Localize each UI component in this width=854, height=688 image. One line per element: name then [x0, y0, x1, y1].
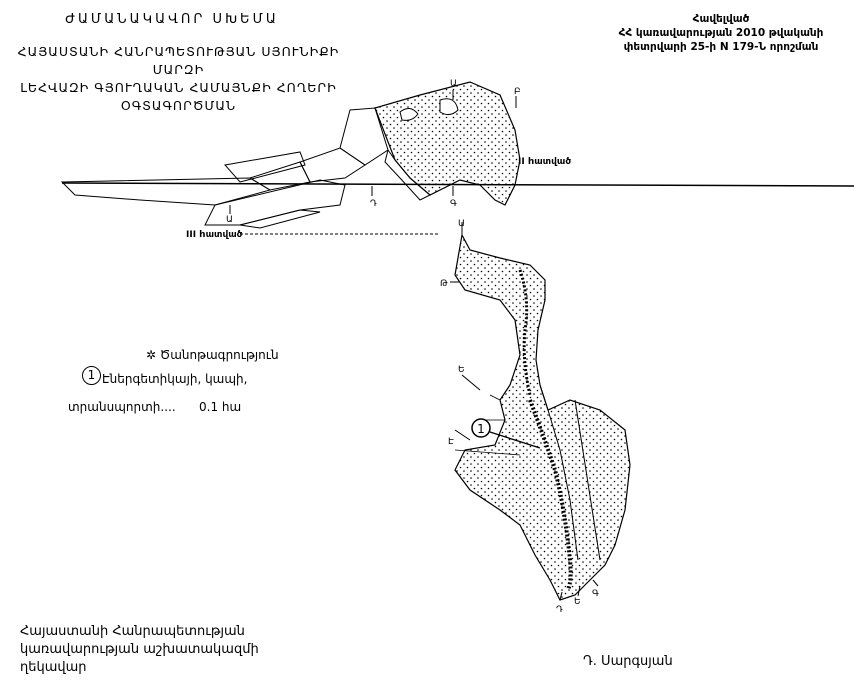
object-marker-number: 1 [477, 422, 485, 436]
legend-item-text: տրանսպորտի.... [68, 400, 176, 414]
approval-line: փետրվարի 25-ի N 179-Ն որոշման [623, 41, 819, 53]
point-label: Ե [458, 365, 465, 375]
point-label: Ե [574, 597, 581, 607]
map-title: ԺԱՄԱՆԱԿԱՎՈՐ ՍԽԵՄԱ [65, 12, 279, 27]
point-label: Գ [450, 199, 457, 209]
lower-land-plot [455, 235, 630, 600]
section-label: II hատված [518, 157, 572, 167]
signatory-name: Դ. Սարգսյան [583, 654, 673, 669]
signature-title [20, 623, 278, 677]
point-label: Է [448, 437, 454, 447]
section-label: III hատված [186, 230, 243, 240]
legend-title: ✲ Ծանոթագրություն [146, 348, 279, 362]
approval-line: Հավելված [692, 13, 750, 25]
point-label: Ա [450, 79, 457, 89]
legend-area: 0.1 հա [199, 400, 242, 414]
legend-number: 1 [82, 366, 101, 385]
point-label: Ա [226, 215, 233, 225]
subtitle-line: ԼԵՀՎԱԶԻ ԳՅՈՒՂԱԿԱՆ ՀԱՄԱՅՆՔԻ ՀՈՂԵՐԻ [20, 80, 337, 95]
legend-item-text: Էներգետիկայի, կապի, [102, 372, 248, 386]
signature-line: ղեկավար [20, 660, 87, 675]
point-label: Թ [440, 279, 448, 289]
subtitle-line: ՕԳՏԱԳՈՐԾՄԱՆ [120, 98, 237, 113]
section-boundary-line [62, 183, 854, 186]
point-label: Դ [370, 199, 377, 209]
approval-line: ՀՀ կառավարության 2010 թվականի [618, 27, 824, 39]
point-label: Բ [514, 87, 521, 97]
upper-parcels [62, 108, 388, 228]
point-label: Գ [592, 589, 599, 599]
point-label: Ա [458, 219, 465, 229]
signature-line: կառավարության աշխատակազմի [20, 642, 259, 657]
point-label: Դ [556, 605, 563, 615]
subtitle-line: ՀԱՅԱՍՏԱՆԻ ՀԱՆՐԱՊԵՏՈՒԹՅԱՆ ՍՅՈՒՆԻՔԻ ՄԱՐԶԻ [17, 44, 340, 77]
signature-line: Հայաստանի Հանրապետության [20, 624, 245, 639]
